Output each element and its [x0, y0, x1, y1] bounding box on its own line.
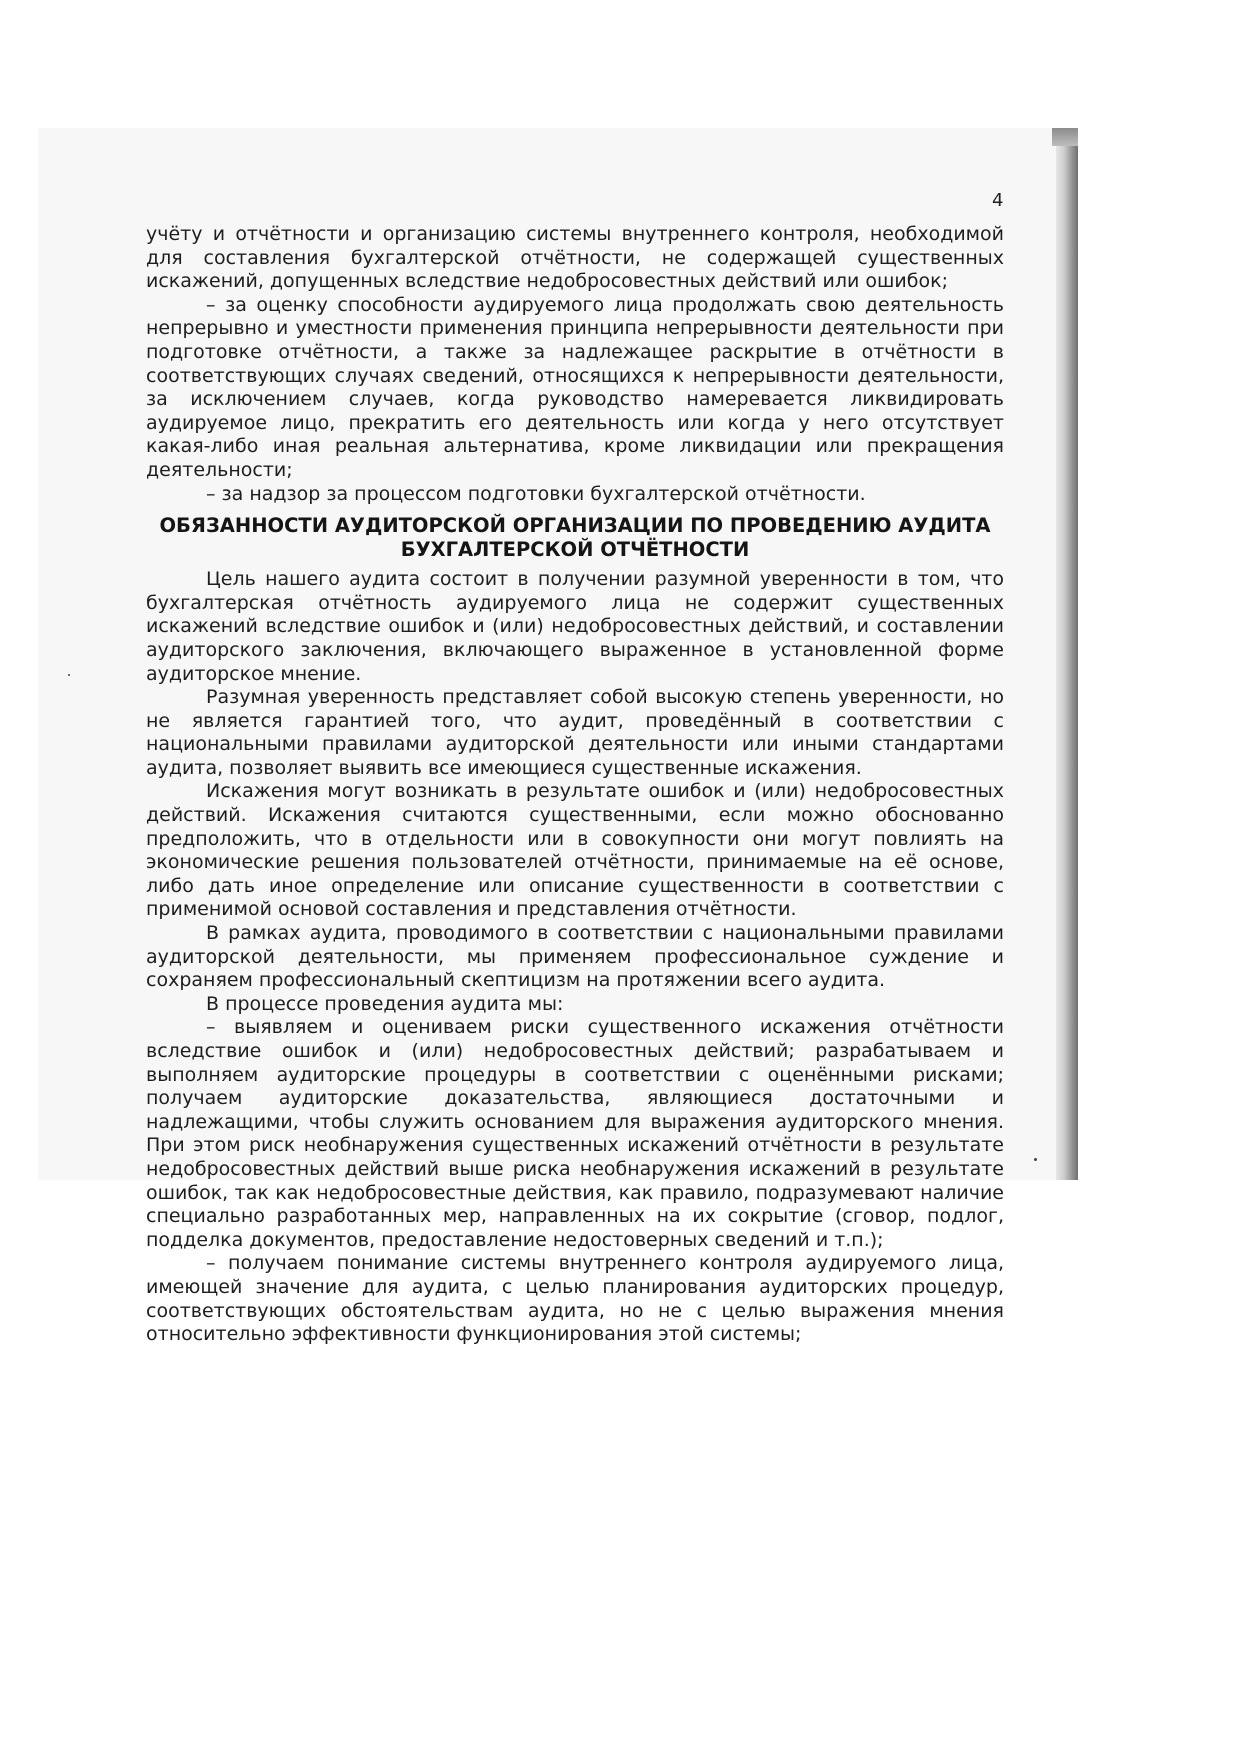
paragraph-reasonable-assurance: Разумная уверенность представляет собой высокую степень уверенности, но не является гарантией того, что аудит, проведённый в соответствии с национальными правилами аудиторской деятельности или иными стандартами аудита, позволяет выявить все имеющиеся существенные искажения. [146, 686, 1004, 779]
sheet-shadow-corner [1052, 128, 1078, 146]
list-item-going-concern: – за оценку способности аудируемого лица продолжать свою деятельность непрерывно и уместности применения принципа непрерывности деятельности при подготовке отчётности, а также за надлежащее раскрытие в отчётности в соответствующих случаях сведений, относящихся к непрерывности деятельности, за исключением случаев, когда руководство намеревается ликвидировать аудируемое лицо, прекратить его деятельность или когда у него отсутствует какая-либо иная реальная альтернатива, кроме ликвидации или прекращения деятельности; [146, 293, 1004, 481]
document-body [146, 223, 1004, 1347]
sheet-shadow-edge [1056, 128, 1078, 1180]
page-number: 4 [992, 190, 1004, 211]
list-item-risk-assessment: – выявляем и оцениваем риски существенного искажения отчётности вследствие ошибок и (или) недобросовестных действий; разрабатываем и выполняем аудиторские процедуры в соответствии с оценёнными рисками; получаем аудиторские доказательства, являющиеся достаточными и надлежащими, чтобы служить основанием для выражения аудиторского мнения. При этом риск необнаружения существенных искажений отчётности в результате недобросовестных действий выше риска необнаружения искажений в результате ошибок, так как недобросовестные действия, как правило, подразумевают наличие специально разработанных мер, направленных на их сокрытие (сговор, подлог, подделка документов, предоставление недостоверных сведений и т.п.); [146, 1016, 1004, 1251]
list-item-oversight: – за надзор за процессом подготовки бухгалтерской отчётности. [206, 482, 866, 505]
scan-speck [1034, 1158, 1037, 1161]
scan-speck [68, 674, 70, 676]
paragraph-audit-goal: Цель нашего аудита состоит в получении разумной уверенности в том, что бухгалтерская отчётность аудируемого лица не содержит существенных искажений вследствие ошибок и (или) недобросовестных действий, и составлении аудиторского заключения, включающего выраженное в установленной форме аудиторское мнение. [146, 568, 1004, 685]
paragraph-continuation: учёту и отчётности и организацию системы внутреннего контроля, необходимой для составления бухгалтерской отчётности, не содержащей существенных искажений, допущенных вследствие недобросовестных действий или ошибок; [146, 223, 1004, 293]
section-heading: ОБЯЗАННОСТИ АУДИТОРСКОЙ ОРГАНИЗАЦИИ ПО ПРОВЕДЕНИЮ АУДИТА БУХГАЛТЕРСКОЙ ОТЧЁТНОСТИ [159, 514, 991, 562]
paragraph-audit-process-intro: В процессе проведения аудита мы: [206, 992, 564, 1015]
list-item-internal-control: – получаем понимание системы внутреннего контроля аудируемого лица, имеющей значение для аудита, с целью планирования аудиторских процедур, соответствующих обстоятельствам аудита, но не с целью выражения мнения относительно эффективности функционирования этой системы; [146, 1252, 1004, 1346]
paragraph-misstatements: Искажения могут возникать в результате ошибок и (или) недобросовестных действий. Искажения считаются существенными, если можно обоснованно предположить, что в отдельности или в совокупности они могут повлиять на экономические решения пользователей отчётности, принимаемые на её основе, либо дать иное определение или описание существенности в соответствии с применимой основой составления и представления отчётности. [146, 780, 1004, 921]
paragraph-professional-judgement: В рамках аудита, проводимого в соответствии с национальными правилами аудиторской деятельности, мы применяем профессиональное суждение и сохраняем профессиональный скептицизм на протяжении всего аудита. [146, 922, 1004, 992]
